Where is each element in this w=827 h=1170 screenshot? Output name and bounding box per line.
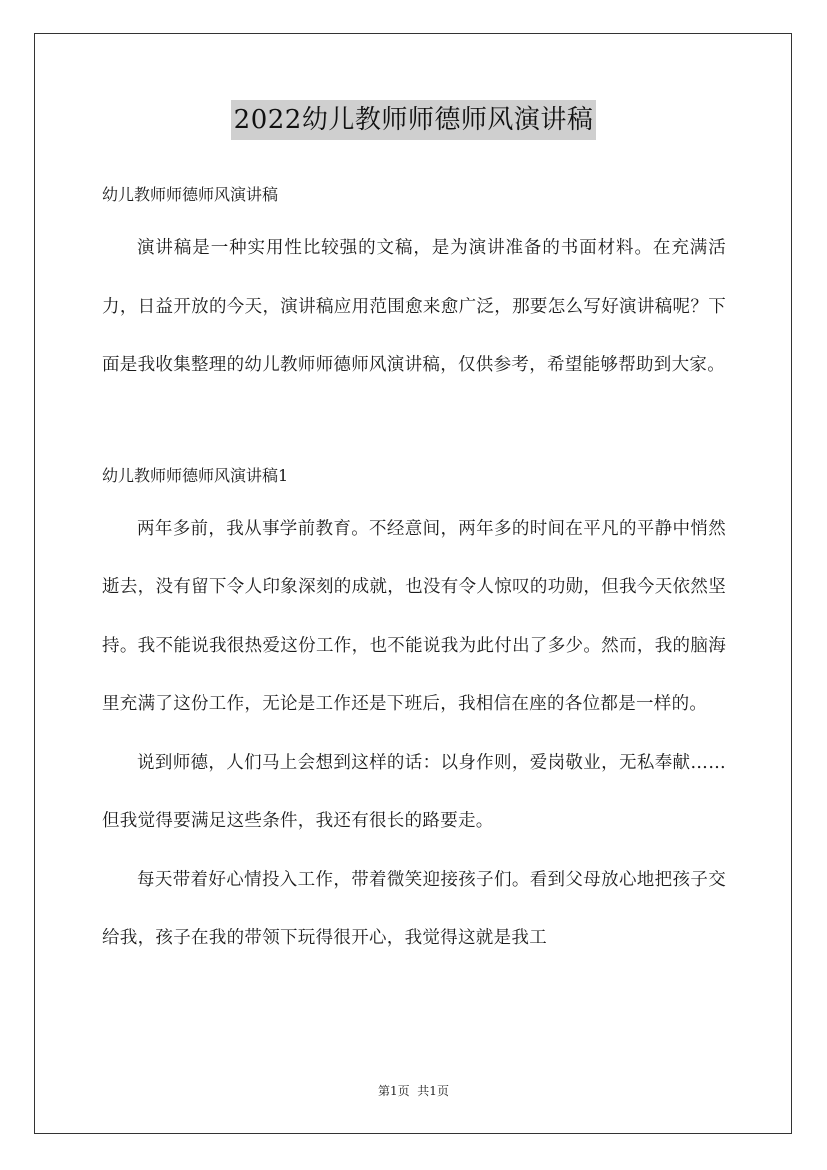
section-paragraph: 两年多前，我从事学前教育。不经意间，两年多的时间在平凡的平静中悄然逝去，没有留下令人印象深刻的成就，也没有令人惊叹的功勋，但我今天依然坚持。我不能说我很热爱这份工作，也不能说我为此付出了多少。然而，我的脑海里充满了这份工作，无论是工作还是下班后，我相信在座的各位都是一样的。 — [102, 518, 726, 714]
section-paragraph: 每天带着好心情投入工作，带着微笑迎接孩子们。看到父母放心地把孩子交给我，孩子在我的带领下玩得很开心，我觉得这就是我工 — [102, 869, 726, 948]
section-heading: 幼儿教师师德师风演讲稿1 — [102, 465, 289, 485]
page-number-footer: 第1页 共1页 — [378, 1084, 449, 1098]
document-body — [102, 171, 726, 968]
document-title: 2022幼儿教师师德师风演讲稿 — [231, 100, 597, 140]
section-paragraph: 说到师德，人们马上会想到这样的话：以身作则，爱岗敬业，无私奉献……但我觉得要满足这些条件，我还有很长的路要走。 — [102, 752, 726, 831]
intro-heading: 幼儿教师师德师风演讲稿 — [102, 185, 279, 204]
intro-paragraph: 演讲稿是一种实用性比较强的文稿，是为演讲准备的书面材料。在充满活力，日益开放的今天，演讲稿应用范围愈来愈广泛，那要怎么写好演讲稿呢？下面是我收集整理的幼儿教师师德师风演讲稿，仅供参考，希望能够帮助到大家。 — [102, 238, 726, 375]
title-area — [0, 100, 827, 140]
